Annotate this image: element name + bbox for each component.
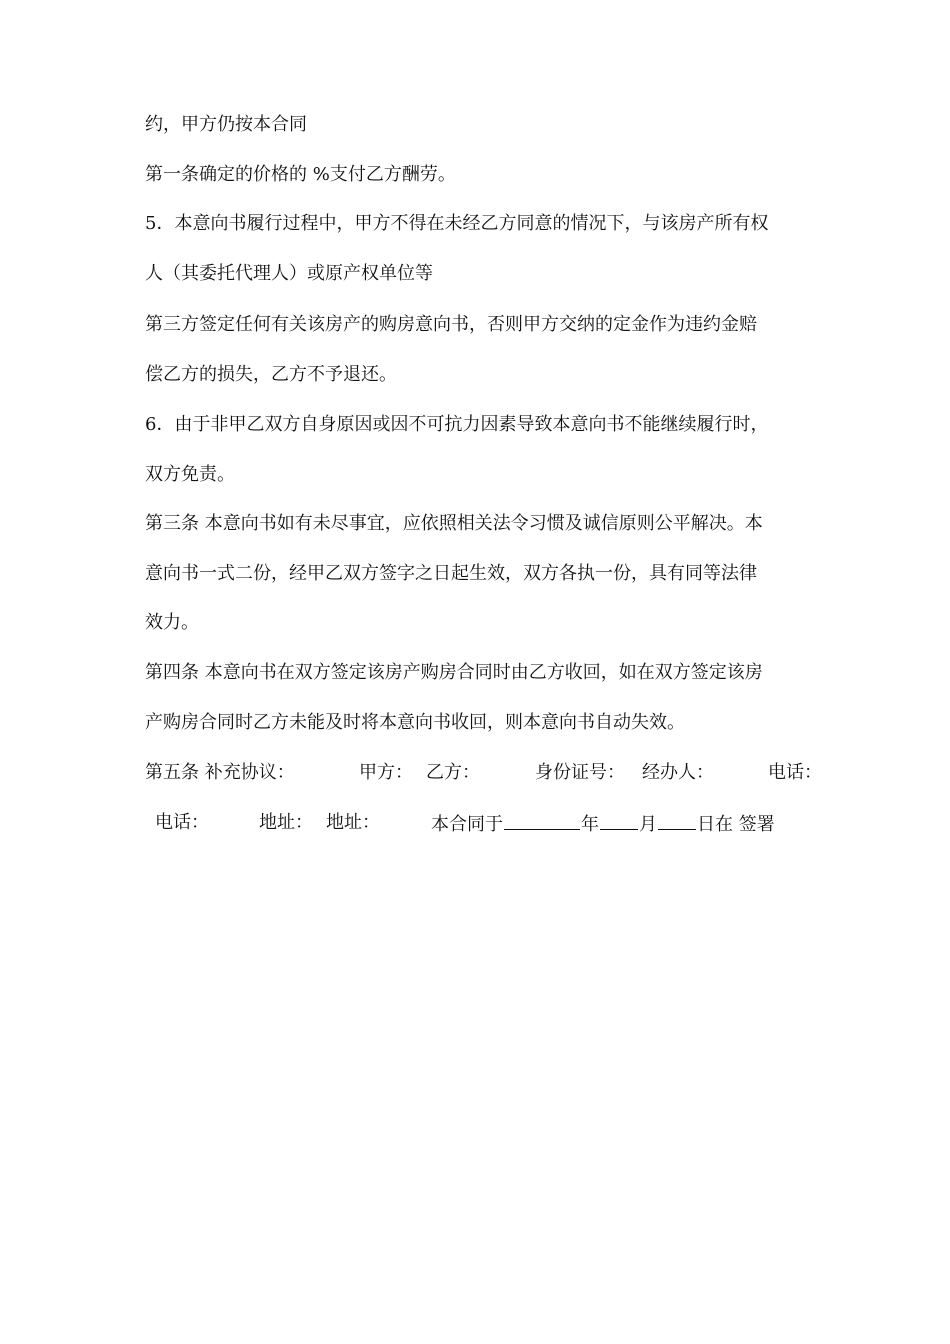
contract-date-prefix: 本合同于 [431,814,503,835]
paragraph-line: 6．由于非甲乙双方自身原因或因不可抗力因素导致本意向书不能继续履行时， [145,414,769,435]
month-label: 月 [639,814,657,835]
year-label: 年 [581,814,599,835]
phone-label: 电话： [768,762,822,783]
month-blank[interactable] [600,811,638,830]
paragraph-line: 第四条 本意向书在双方签定该房产购房合同时由乙方收回，如在双方签定该房 [145,662,763,683]
paragraph-line: 5．本意向书履行过程中，甲方不得在未经乙方同意的情况下，与该房产所有权 [145,213,769,234]
party-b-label: 乙方： [426,762,480,783]
paragraph-line: 第三条 本意向书如有未尽事宜，应依照相关法令习惯及诚信原则公平解决。本 [145,513,763,534]
paragraph-line: 双方免责。 [145,464,235,485]
agent-label: 经办人： [642,762,714,783]
party-a-label: 甲方： [359,762,413,783]
paragraph-line: 人（其委托代理人）或原产权单位等 [145,263,433,284]
paragraph-line: 效力。 [145,612,199,633]
day-at-label: 日在 [697,814,733,835]
year-blank[interactable] [504,811,580,830]
paragraph-line: 第三方签定任何有关该房产的购房意向书，否则甲方交纳的定金作为违约金赔 [145,314,757,335]
address-a-label: 地址： [259,812,313,833]
id-number-label: 身份证号： [535,762,625,783]
paragraph-line: 约，甲方仍按本合同 [145,114,307,135]
paragraph-line: 产购房合同时乙方未能及时将本意向书收回，则本意向书自动失效。 [145,712,685,733]
phone-label: 电话： [155,812,209,833]
paragraph-line: 第一条确定的价格的 %支付乙方酬劳。 [145,164,456,185]
sign-label: 签署 [738,814,775,835]
supplement-label: 第五条 补充协议： [145,762,295,783]
day-blank[interactable] [658,811,696,830]
contract-date-line [431,811,775,837]
paragraph-line: 偿乙方的损失，乙方不予退还。 [145,364,397,385]
paragraph-line: 意向书一式二份，经甲乙双方签字之日起生效，双方各执一份，具有同等法律 [145,563,757,584]
address-b-label: 地址： [326,812,380,833]
